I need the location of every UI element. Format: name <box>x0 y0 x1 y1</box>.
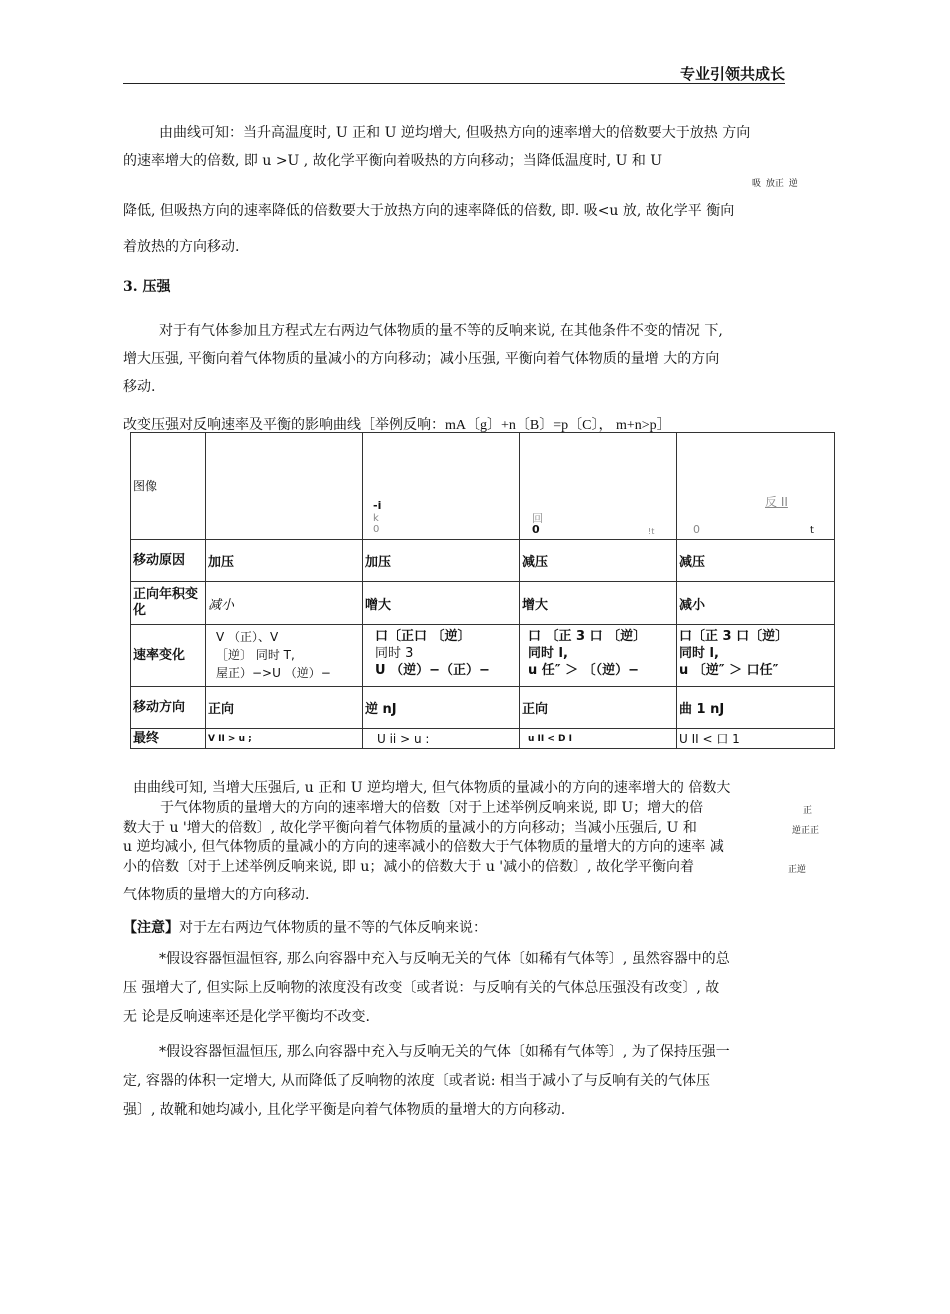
rate-line: V （正）、V <box>216 630 279 644</box>
table-cell: U ii > u : <box>363 729 520 749</box>
header-divider <box>123 83 785 84</box>
text-line: 移动. <box>123 379 156 395</box>
text-line: 降低, 但吸热方向的速率降低的倍数要大于放热方向的速率降低的倍数, 即. 吸<u 放, 故化学平 衡向 <box>123 203 735 219</box>
text-line: 增大压强, 平衡向着气体物质的量减小的方向移动；减小压强, 平衡向着气体物质的量增 大的方向 <box>123 351 720 367</box>
table-row <box>131 625 835 687</box>
note-heading <box>123 917 487 937</box>
text-line: *假设容器恒温恒容, 那么向容器中充入与反响无关的气体〔如稀有气体等〕, 虽然容器中的总 <box>159 951 730 967</box>
graph-label: k <box>373 513 379 524</box>
subscript-note: 正 <box>803 806 813 816</box>
text-line: 数大于 u '增大的倍数〕, 故化学平衡向着气体物质的量减小的方向移动；当减小压强后, U 和 <box>123 820 697 836</box>
text-line: 由曲线可知：当升高温度时, U 正和 U 逆均增大, 但吸热方向的速率增大的倍数要大于放热 方向 <box>159 125 751 141</box>
text-line: 着放热的方向移动. <box>123 239 240 255</box>
text-line: u 逆均减小, 但气体物质的量减小的方向的速率减小的倍数大于气体物质的量增大的方向的速率 减 <box>123 839 724 855</box>
row-label-image: 图像 <box>131 433 206 540</box>
graph-label: -i <box>373 499 382 512</box>
subscript-note: 吸 放正 逆 <box>752 179 798 189</box>
paragraph-pressure <box>123 317 841 401</box>
rate-line: 同时 l, <box>679 646 719 661</box>
table-cell: 减压 <box>520 540 677 582</box>
subscript-note: 正逆 <box>788 865 807 875</box>
text-line: 于气体物质的量增大的方向的速率增大的倍数〔对于上述举例反响来说, 即 U；增大的倍 <box>160 800 704 816</box>
table-cell: U II < 口 1 <box>677 729 835 749</box>
rate-line: 屋正）−>U （逆）− <box>216 666 331 680</box>
table-caption: 改变压强对反响速率及平衡的影响曲线［举例反响：mA〔g〕+n〔B〕=p〔C〕， m+n>p］ <box>123 418 671 433</box>
table-cell: 加压 <box>206 540 363 582</box>
table-cell: 正向 <box>206 687 363 729</box>
note-title: 【注意】 <box>123 920 179 936</box>
text-line: 小的倍数〔对于上述举例反响来说, 即 u；减小的倍数大于 u '减小的倍数〕, 故化学平衡向着 <box>123 859 695 875</box>
rate-line: 同时 l, <box>528 646 568 661</box>
row-label-change: 正向年积变化 <box>131 582 206 625</box>
table-cell: 减压 <box>677 540 835 582</box>
text-line: 气体物质的量增大的方向移动. <box>123 887 310 903</box>
table-cell <box>206 625 363 687</box>
table-row <box>131 433 835 540</box>
note-intro: 对于左右两边气体物质的量不等的气体反响来说： <box>179 920 487 936</box>
table-row <box>131 540 835 582</box>
page-header-title: 专业引领共成长 <box>679 65 785 83</box>
text-line: 无 论是反响速率还是化学平衡均不改变. <box>123 1009 370 1025</box>
graph-axis-label: t <box>810 525 814 536</box>
graph-origin: 0 <box>693 523 700 536</box>
row-label-cause: 移动原因 <box>131 540 206 582</box>
table-cell <box>677 625 835 687</box>
row-label-direction: 移动方向 <box>131 687 206 729</box>
rate-line: 同时 3 <box>375 646 414 661</box>
table-cell: 逆 nJ <box>363 687 520 729</box>
table-cell: 曲 1 nJ <box>677 687 835 729</box>
table-row <box>131 687 835 729</box>
paragraph-temperature-cont <box>123 201 841 257</box>
rate-line: u 任″ ＞ 〔（逆）− <box>528 663 640 678</box>
row-label-rate: 速率变化 <box>131 625 206 687</box>
rate-line: 口 〔正 3 口 〔逆〕 <box>528 629 647 644</box>
table-cell: 减小 <box>677 582 835 625</box>
note-item-1 <box>123 945 841 1032</box>
row-label-final: 最终 <box>131 729 206 749</box>
table-cell: 增大 <box>520 582 677 625</box>
pressure-effect-table <box>130 432 835 749</box>
graph-cell-1 <box>206 433 363 540</box>
text-line: 的速率增大的倍数, 即 u >U , 故化学平衡向着吸热的方向移动；当降低温度时, U 和 U <box>123 153 663 169</box>
text-line: 强〕, 故靴和她均减小, 且化学平衡是向着气体物质的量增大的方向移动. <box>123 1102 566 1118</box>
graph-label: 反 II <box>765 495 788 509</box>
table-row <box>131 582 835 625</box>
graph-cell-4 <box>677 433 835 540</box>
table-cell <box>520 625 677 687</box>
table-cell: u II < D I <box>520 729 677 749</box>
text-line: 定, 容器的体积一定增大, 从而降低了反响物的浓度〔或者说: 相当于减小了与反响有关的气体压 <box>123 1073 710 1089</box>
rate-line: 口〔正口 〔逆〕 <box>375 629 471 644</box>
text-line: *假设容器恒温恒压, 那么向容器中充入与反响无关的气体〔如稀有气体等〕, 为了保持压强一 <box>159 1044 730 1060</box>
table-cell: 正向 <box>520 687 677 729</box>
table-cell: 减小 <box>206 582 363 625</box>
graph-cell-2 <box>363 433 520 540</box>
section-heading: 3. 压强 <box>123 279 171 295</box>
table-row <box>131 729 835 749</box>
note-item-2 <box>123 1038 841 1125</box>
table-cell: 噌大 <box>363 582 520 625</box>
graph-axis-label: !t <box>648 527 655 536</box>
graph-origin: 0 <box>532 523 540 536</box>
text-line: 压 强增大了, 但实际上反响物的浓度没有改变〔或者说：与反响有关的气体总压强没有改变〕, 故 <box>123 980 720 996</box>
rate-line: U （逆）−（正）− <box>375 663 490 678</box>
text-line: 由曲线可知, 当增大压强后, u 正和 U 逆均增大, 但气体物质的量减小的方向的速率增大的 倍数大 <box>133 780 731 796</box>
paragraph-temperature <box>123 123 841 171</box>
rate-line: u 〔逆″ ＞ 口任″ <box>679 663 779 678</box>
rate-line: ［逆〕 同时 T, <box>216 648 295 662</box>
subscript-note: 逆正正 <box>792 826 820 836</box>
table-cell <box>363 625 520 687</box>
table-cell: V II > u ; <box>206 729 363 749</box>
graph-origin: 0 <box>373 524 380 535</box>
rate-line: 口〔正 3 口〔逆〕 <box>679 629 789 644</box>
text-line: 对于有气体参加且方程式左右两边气体物质的量不等的反响来说, 在其他条件不变的情况 下, <box>159 323 723 339</box>
table-cell: 加压 <box>363 540 520 582</box>
graph-cell-3 <box>520 433 677 540</box>
graph-label: 回 <box>532 512 543 525</box>
